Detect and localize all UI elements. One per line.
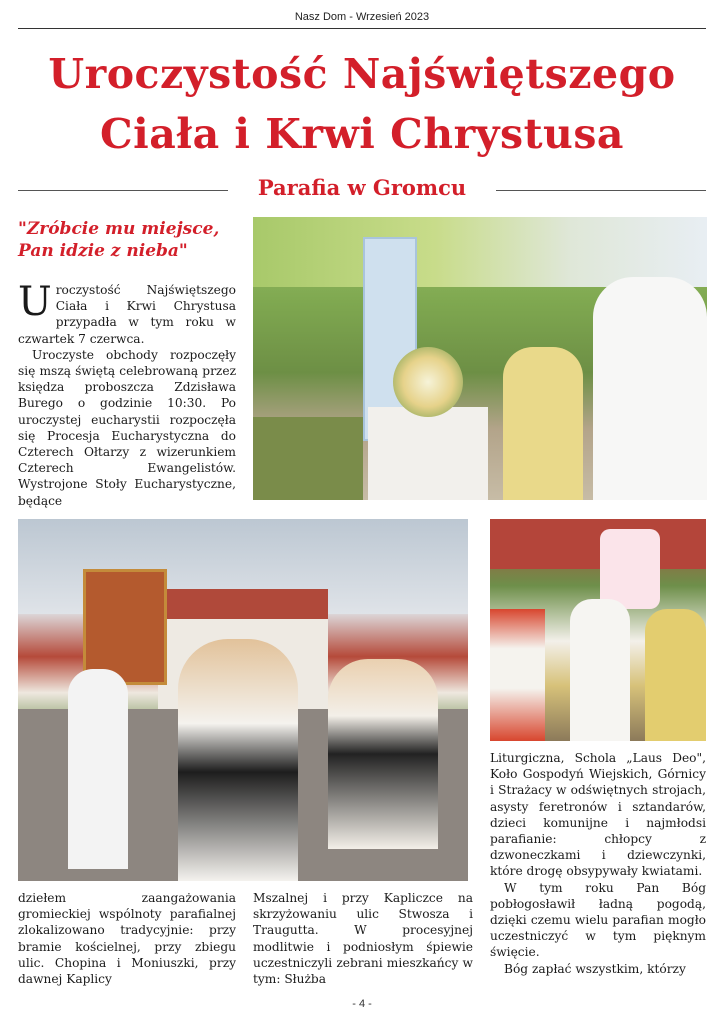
photo-altar-server (593, 277, 707, 500)
photo-flowers (393, 347, 463, 417)
pull-quote (18, 218, 238, 262)
paragraph-col4-3: Bóg zapłać wszystkim, którzy (504, 961, 686, 976)
paragraph-col4-1: Liturgiczna, Schola „Laus Deo", Koło Gospodyń Wiejskich, Górnicy i Strażacy w odświętnych strojach, asysty feretronów i sztandarów, dzieci komunijne i najmłodsi parafianie: chłopcy z dzwoneczkami i dziewczynki, które drogę obsypywały kwiatami. (490, 751, 706, 879)
pull-quote-line-2: Pan idzie z nieba" (18, 241, 188, 261)
photo-priest (503, 347, 583, 500)
header-divider (18, 28, 706, 29)
page-number: - 4 - (352, 998, 372, 1010)
subtitle-rule-left (18, 190, 228, 191)
article-column-3: Mszalnej i przy Kapliczce na skrzyżowaniu ulic Stwosza i Traugutta. W procesyjnej modlitwie i podniosłym śpiewie uczestniczyli zebrani mieszkańcy w tym: Służba (253, 891, 473, 987)
photo-girl-folk-costume (178, 639, 298, 881)
headline-line-1: Uroczystość Najświętszego (48, 50, 676, 98)
page-header: Nasz Dom - Wrzesień 2023 (294, 11, 430, 23)
pull-quote-line-1: "Zróbcie mu miejsce, (18, 219, 220, 239)
photo-altar-procession (253, 217, 707, 500)
photo-boy-white-suit (68, 669, 128, 869)
paragraph-2: Uroczyste obchody rozpoczęły się mszą świętą celebrowaną przez księdza proboszcza Zdzisława Burego o godzinie 10:30. Po uroczystej eucharystii rozpoczęła się Procesja Eucharystyczna do Czterech Ołtarzy z wizerunkiem Czterech Ewangelistów. Wystrojone Stoły Eucharystyczne, będące (18, 347, 236, 508)
article-column-2: dziełem zaangażowania gromieckiej wspólnoty parafialnej zlokalizowano tradycyjnie: przy bramie kościelnej, przy zbiegu ulic. Chopina i Moniuszki, przy dawnej Kaplicy (18, 891, 236, 987)
photo-flower-frame (600, 529, 660, 609)
subtitle-rule-right (496, 190, 706, 191)
paragraph-col4-2: W tym roku Pan Bóg pobłogosławił ładną pogodą, dzięki czemu wielu parafian mogło uczestniczyć w tym pięknym święcie. (490, 880, 706, 960)
photo-street-procession (18, 519, 468, 881)
photo-altar-table (368, 407, 488, 500)
photo-grass (253, 417, 363, 500)
drop-cap: U (18, 279, 52, 325)
photo-altar-servers (490, 519, 706, 741)
photo-women-folk-costume (328, 659, 438, 849)
article-column-4 (490, 750, 706, 977)
paragraph-1: roczystość Najświętszego Ciała i Krwi Chrystusa przypadła w tym roku w czwartek 7 czerwca. (18, 283, 236, 346)
subtitle: Parafia w Gromcu (257, 175, 467, 200)
photo-jesus-painting (83, 569, 167, 685)
headline-line-2: Ciała i Krwi Chrystusa (100, 110, 624, 158)
photo-server-white (570, 599, 630, 741)
article-column-1 (18, 279, 236, 509)
photo-roof (490, 519, 706, 569)
photo-server-red (490, 609, 545, 741)
photo-priest-gold (645, 609, 706, 741)
